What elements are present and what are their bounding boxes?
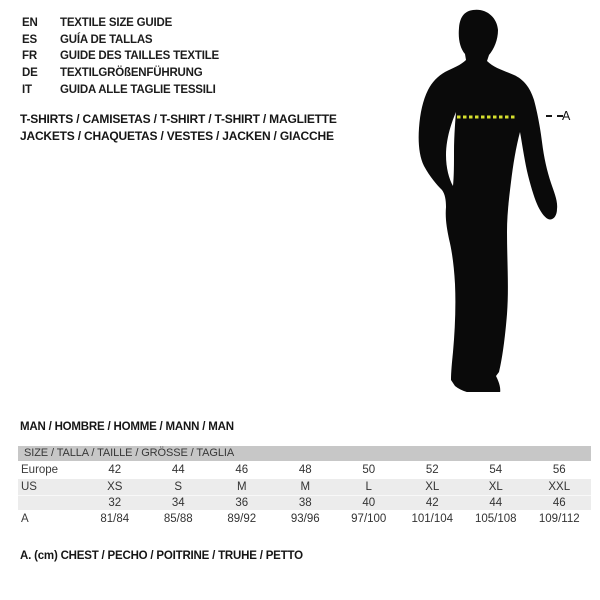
language-code: EN — [22, 17, 38, 29]
table-cell: 89/92 — [227, 513, 257, 525]
table-cell: 101/104 — [411, 513, 454, 525]
table-cell: 54 — [489, 464, 503, 476]
table-cell: 50 — [362, 464, 376, 476]
table-cell: 36 — [235, 497, 249, 509]
table-cell: 81/84 — [100, 513, 130, 525]
table-cell: 105/108 — [474, 513, 517, 525]
language-row — [22, 15, 219, 32]
language-label: GUIDA ALLE TAGLIE TESSILI — [60, 83, 216, 96]
table-cell: 32 — [108, 497, 122, 509]
row-label: US — [21, 481, 37, 493]
language-code: FR — [22, 50, 37, 63]
table-cell: 109/112 — [538, 513, 580, 525]
size-table-header: SIZE / TALLA / TAILLE / GRÖSSE / TAGLIA — [18, 446, 591, 461]
table-row-us-numeric — [18, 496, 591, 510]
table-cell: M — [236, 481, 247, 493]
language-code: ES — [22, 33, 37, 46]
table-cell: XL — [488, 481, 503, 493]
language-label: TEXTILE SIZE GUIDE — [60, 17, 173, 29]
table-cell: M — [300, 481, 311, 493]
measurement-footnote: A. (cm) CHEST / PECHO / POITRINE / TRUHE / PETTO — [20, 550, 303, 562]
language-label: GUIDE DES TAILLES TEXTILE — [60, 50, 219, 63]
section-title-man: MAN / HOMBRE / HOMME / MANN / MAN — [20, 421, 234, 433]
row-label — [18, 496, 83, 510]
table-cell: 93/96 — [290, 513, 320, 525]
table-cell: XL — [425, 481, 440, 493]
table-row-us — [18, 479, 591, 496]
category-titles — [20, 111, 337, 145]
table-cell: XXL — [548, 481, 571, 493]
table-cell: 38 — [298, 497, 312, 509]
language-code: IT — [22, 83, 32, 96]
language-row — [22, 65, 219, 82]
table-cell: 85/88 — [163, 513, 193, 525]
table-cell: 56 — [552, 464, 566, 476]
category-line-jackets: JACKETS / CHAQUETAS / VESTES / JACKEN / GIACCHE — [20, 129, 334, 143]
measure-marker-dashes — [546, 115, 563, 117]
language-label: TEXTILGRÖßENFÜHRUNG — [60, 67, 203, 80]
language-row — [22, 32, 219, 49]
size-table — [18, 446, 591, 529]
table-cell: 48 — [298, 464, 312, 476]
table-cell: 46 — [235, 464, 249, 476]
language-row — [22, 82, 219, 99]
language-row — [22, 48, 219, 65]
language-guide-list — [22, 15, 219, 98]
table-cell: 42 — [425, 497, 439, 509]
table-cell: 42 — [108, 464, 122, 476]
table-row-chest-cm — [18, 510, 591, 529]
measure-marker-label: A — [562, 109, 571, 123]
table-cell: S — [174, 481, 183, 493]
man-silhouette — [410, 8, 585, 392]
table-cell: 97/100 — [351, 513, 387, 525]
table-cell: XS — [107, 481, 123, 493]
row-label: Europe — [21, 464, 59, 476]
table-cell: 34 — [171, 497, 185, 509]
language-code: DE — [22, 67, 38, 80]
category-line-tshirts: T-SHIRTS / CAMISETAS / T-SHIRT / T-SHIRT / MAGLIETTE — [20, 112, 337, 126]
table-cell: 44 — [489, 497, 503, 509]
table-cell: 52 — [425, 464, 439, 476]
table-row-europe — [18, 461, 591, 479]
table-cell: 40 — [362, 497, 376, 509]
language-label: GUÍA DE TALLAS — [60, 33, 153, 46]
table-cell: 44 — [171, 464, 185, 476]
table-cell: L — [365, 481, 372, 493]
table-cell: 46 — [552, 497, 566, 509]
row-label: A — [21, 513, 29, 525]
